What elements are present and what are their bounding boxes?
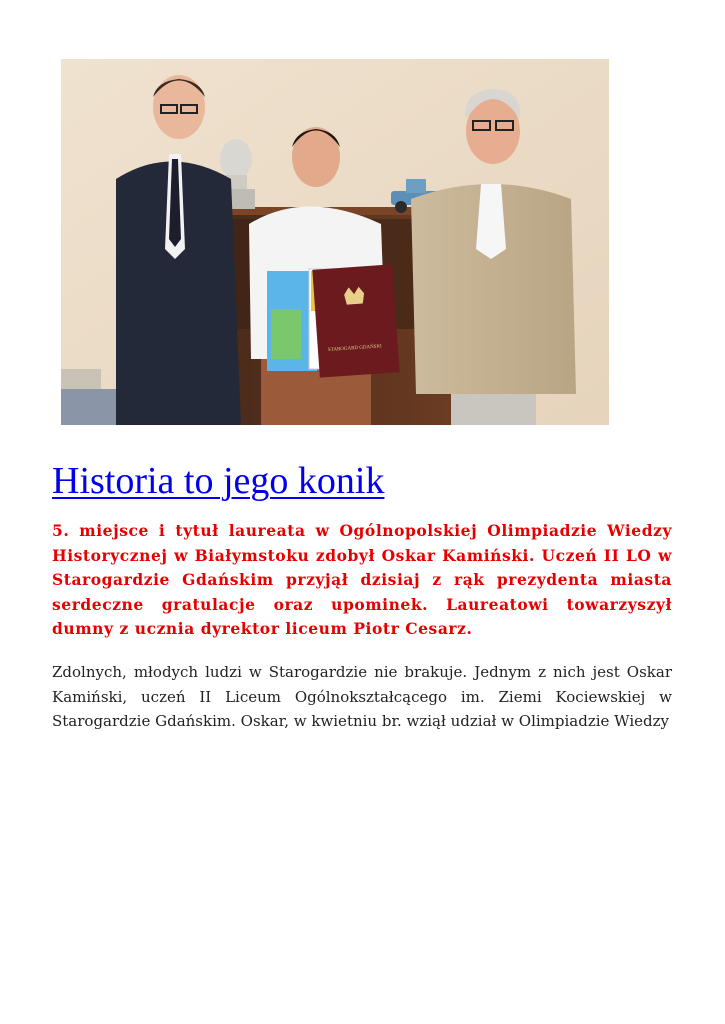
article-lead: 5. miejsce i tytuł laureata w Ogólnopolskiej Olimpiadzie Wiedzy Historycznej w Białymstoku zdobył Oskar Kamiński. Uczeń II LO w Starogardzie Gdańskim przyjął dzisiaj z rąk prezydenta miasta serdeczne gratulacje oraz upominek. Laureatowi towarzyszył dumny z ucznia dyrektor liceum Piotr Cesarz. [52,521,672,638]
photo-book-cover [312,264,399,377]
article-photo [61,59,609,425]
article-body: Zdolnych, młodych ludzi w Starogardzie nie brakuje. Jednym z nich jest Oskar Kamiński, uczeń II Liceum Ogólnokształcącego im. Ziemi Kociewskiej w Starogardzie Gdańskim. Oskar, w kwietniu br. wziął udział w Olimpiadzie Wiedzy [52,663,672,730]
photo-book-cover-text: STAROGARD GDAŃSKI [327,344,382,354]
article-title-link[interactable]: Historia to jego konik [52,460,385,502]
article-title[interactable] [52,455,682,507]
photo-gift-folders [267,264,400,377]
